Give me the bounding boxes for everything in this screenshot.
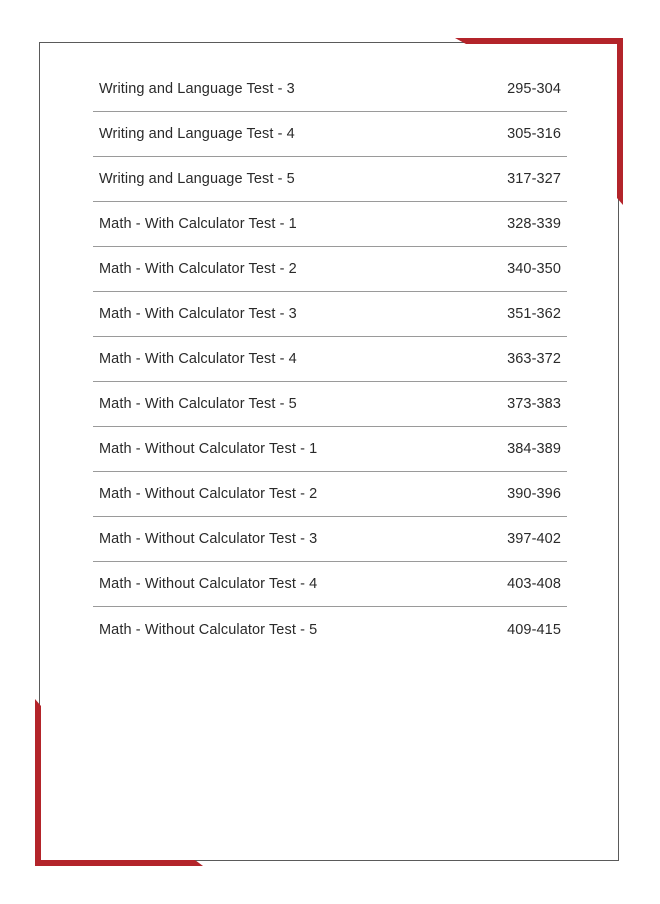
toc-entry-pages: 340-350	[507, 261, 561, 277]
toc-entry-pages: 351-362	[507, 306, 561, 322]
left-accent-bar	[35, 699, 41, 866]
toc-entry[interactable]	[93, 247, 567, 292]
toc-entry-title: Math - With Calculator Test - 1	[99, 216, 297, 232]
right-accent-bar	[617, 38, 623, 205]
toc-entry[interactable]	[93, 337, 567, 382]
toc-entry-title: Math - Without Calculator Test - 4	[99, 576, 318, 592]
toc-entry-title: Writing and Language Test - 4	[99, 126, 295, 142]
toc-entry-pages: 305-316	[507, 126, 561, 142]
toc-entry-pages: 295-304	[507, 81, 561, 97]
toc-entry[interactable]	[93, 292, 567, 337]
toc-entry-pages: 328-339	[507, 216, 561, 232]
toc-entry[interactable]	[93, 112, 567, 157]
toc-entry[interactable]	[93, 472, 567, 517]
top-accent-bar	[455, 38, 623, 44]
toc-entry-title: Math - With Calculator Test - 3	[99, 306, 297, 322]
toc-entry-title: Math - Without Calculator Test - 2	[99, 486, 318, 502]
toc-entry-pages: 363-372	[507, 351, 561, 367]
toc-entry-pages: 373-383	[507, 396, 561, 412]
toc-entry-title: Math - With Calculator Test - 4	[99, 351, 297, 367]
toc-entry-pages: 397-402	[507, 531, 561, 547]
toc-entry[interactable]	[93, 607, 567, 652]
toc-entry[interactable]	[93, 202, 567, 247]
toc-entry-title: Math - Without Calculator Test - 3	[99, 531, 318, 547]
toc-entry-pages: 384-389	[507, 441, 561, 457]
bottom-accent-bar	[35, 860, 203, 866]
toc-entry-title: Math - Without Calculator Test - 1	[99, 441, 318, 457]
toc-entry-pages: 390-396	[507, 486, 561, 502]
toc-entry[interactable]	[93, 382, 567, 427]
toc-entry-title: Writing and Language Test - 3	[99, 81, 295, 97]
toc-entry[interactable]	[93, 157, 567, 202]
toc-entry[interactable]	[93, 427, 567, 472]
toc-entry-title: Math - Without Calculator Test - 5	[99, 621, 318, 638]
toc-entry[interactable]	[93, 517, 567, 562]
toc-entry[interactable]	[93, 67, 567, 112]
toc-entry-title: Writing and Language Test - 5	[99, 171, 295, 187]
toc-entry[interactable]	[93, 562, 567, 607]
toc-entry-title: Math - With Calculator Test - 5	[99, 396, 297, 412]
toc-entry-pages: 403-408	[507, 576, 561, 592]
toc-entry-pages: 409-415	[507, 621, 561, 638]
toc-entry-title: Math - With Calculator Test - 2	[99, 261, 297, 277]
toc-entry-pages: 317-327	[507, 171, 561, 187]
table-of-contents	[93, 67, 567, 652]
